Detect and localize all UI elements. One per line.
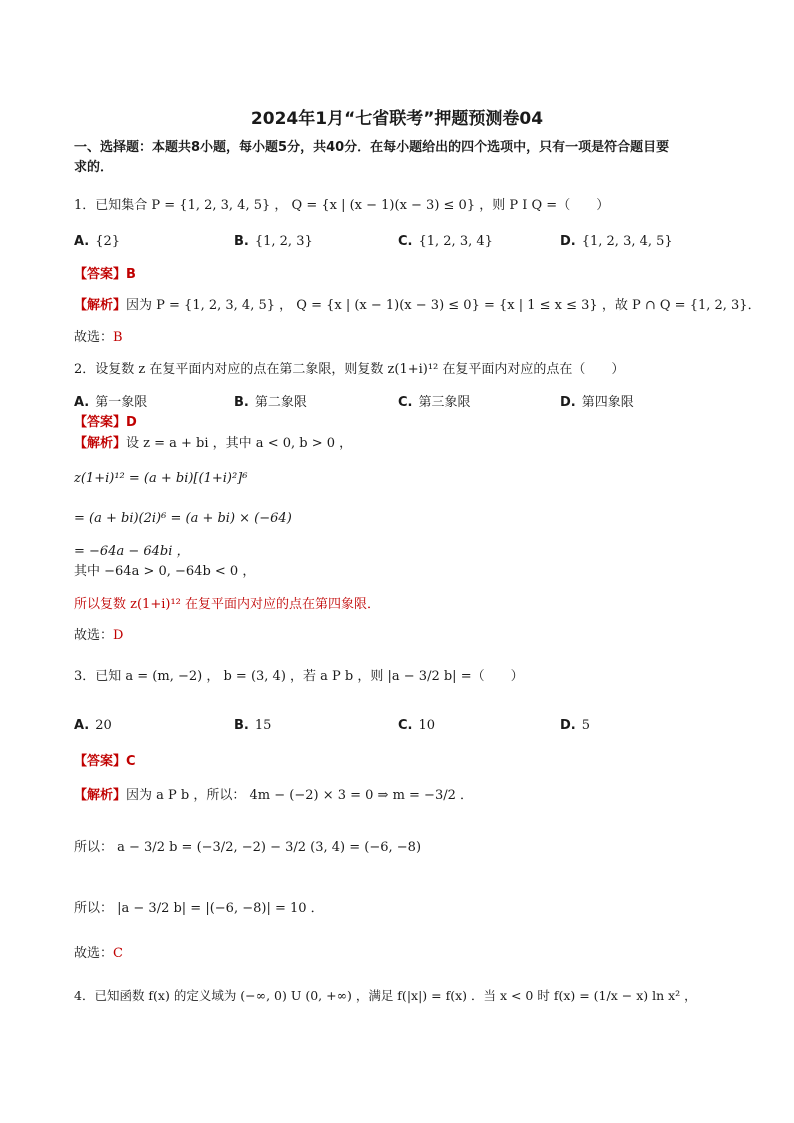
q3-answer (74, 752, 734, 772)
option-label: D. (560, 718, 576, 733)
option-label: B. (234, 234, 249, 249)
answer-value: D (126, 415, 137, 430)
q3-analysis (74, 786, 734, 806)
option-label: D. (560, 234, 576, 249)
q2-option-b (234, 393, 307, 413)
q1-option-b (234, 232, 313, 252)
answer-value: C (126, 754, 136, 769)
q1-option-a (74, 232, 120, 252)
q2-step-4: 其中 −64a > 0, −64b < 0 ， (74, 564, 256, 579)
page-title: 2024年1月“七省联考”押题预测卷04 (250, 109, 544, 129)
option-label: B. (234, 395, 249, 410)
q3-option-b (234, 716, 271, 736)
option-text: {2} (95, 234, 121, 249)
q1-option-d (560, 232, 673, 252)
q3-option-a (74, 716, 112, 736)
q1-stem: 1．已知集合 P = {1, 2, 3, 4, 5} ， Q = {x | (x − 1)(x − 3) ≤ 0} ，则 P I Q =（ ） (74, 198, 610, 213)
q3-step-1: 所以： a − 3/2 b = (−3/2, −2) − 3/2 (3, 4) = (−6, −8) (74, 840, 422, 855)
q2-conclusion: 所以复数 z(1+i)¹² 在复平面内对应的点在第四象限． (74, 597, 381, 612)
option-label: A. (74, 395, 90, 410)
q2-option-a (74, 393, 147, 413)
analysis-text: 因为 a P b ，所以： 4m − (−2) × 3 = 0 ⇒ m = −3/2 ． (126, 788, 474, 803)
analysis-tag: 【解析】 (74, 298, 127, 313)
q1-answer (74, 265, 734, 285)
option-label: C. (398, 718, 413, 733)
q4-stem: 4．已知函数 f(x) 的定义域为 (−∞, 0) U (0, +∞) ，满足 f(|x|) = f(x) ．当 x < 0 时 f(x) = (1/x − x) ln x² ， (74, 988, 697, 1003)
q1-option-c (398, 232, 493, 252)
q2-answer (74, 413, 734, 433)
choice-value: C (113, 946, 123, 961)
option-label: C. (398, 395, 413, 410)
answer-tag: 【答案】 (74, 754, 127, 769)
q3-choice (74, 944, 734, 964)
q3-step-2: 所以： |a − 3/2 b| = |(−6, −8)| = 10 ． (74, 901, 324, 916)
option-label: A. (74, 718, 90, 733)
q3-option-c (398, 716, 435, 736)
option-text: {1, 2, 3} (254, 234, 313, 249)
answer-tag: 【答案】 (74, 415, 127, 430)
choose-label: 故选： (74, 330, 114, 345)
answer-tag: 【答案】 (74, 267, 127, 282)
q2-choice (74, 626, 734, 646)
q3-stem: 3．已知 a = (m, −2) ， b = (3, 4) ，若 a P b ，则 |a − 3/2 b| =（ ） (74, 669, 524, 684)
option-text: 10 (418, 718, 436, 733)
option-text: 第四象限 (581, 395, 634, 410)
answer-value: B (126, 267, 136, 282)
option-text: 第一象限 (95, 395, 148, 410)
option-text: 第三象限 (418, 395, 471, 410)
option-label: A. (74, 234, 90, 249)
q2-step-3: = −64a − 64bi ， (74, 544, 190, 559)
q3-option-d (560, 716, 590, 736)
q2-option-c (398, 393, 471, 413)
q2-stem: 2．设复数 z 在复平面内对应的点在第二象限，则复数 z(1+i)¹² 在复平面内对应的点在（ ） (74, 362, 625, 377)
section-header: 一、选择题：本题共8小题，每小题5分，共40分．在每小题给出的四个选项中，只有一项是符合题目要 (74, 140, 670, 155)
option-label: D. (560, 395, 576, 410)
choose-label: 故选： (74, 628, 114, 643)
option-text: 20 (95, 718, 112, 733)
q1-analysis (74, 296, 761, 316)
option-text: 第二象限 (254, 395, 307, 410)
analysis-tag: 【解析】 (74, 788, 127, 803)
q1-choice (74, 328, 734, 348)
choice-value: B (113, 330, 123, 345)
option-text: {1, 2, 3, 4, 5} (581, 234, 673, 249)
analysis-text: 因为 P = {1, 2, 3, 4, 5} ， Q = {x | (x − 1)(x − 3) ≤ 0} = {x | 1 ≤ x ≤ 3} ，故 P ∩ Q = {1, 2, 3}． (126, 298, 761, 313)
section-header-cont: 求的． (74, 160, 114, 175)
q2-analysis (74, 434, 734, 454)
option-label: B. (234, 718, 249, 733)
choice-value: D (113, 628, 124, 643)
option-label: C. (398, 234, 413, 249)
q2-step-1: z(1+i)¹² = (a + bi)[(1+i)²]⁶ (74, 471, 248, 486)
q2-step-2: = (a + bi)(2i)⁶ = (a + bi) × (−64) (74, 511, 292, 526)
option-text: 15 (254, 718, 272, 733)
option-text: 5 (581, 718, 591, 733)
analysis-text: 设 z = a + bi ，其中 a < 0, b > 0 ， (126, 436, 353, 451)
choose-label: 故选： (74, 946, 114, 961)
analysis-tag: 【解析】 (74, 436, 127, 451)
option-text: {1, 2, 3, 4} (418, 234, 493, 249)
q2-option-d (560, 393, 634, 413)
